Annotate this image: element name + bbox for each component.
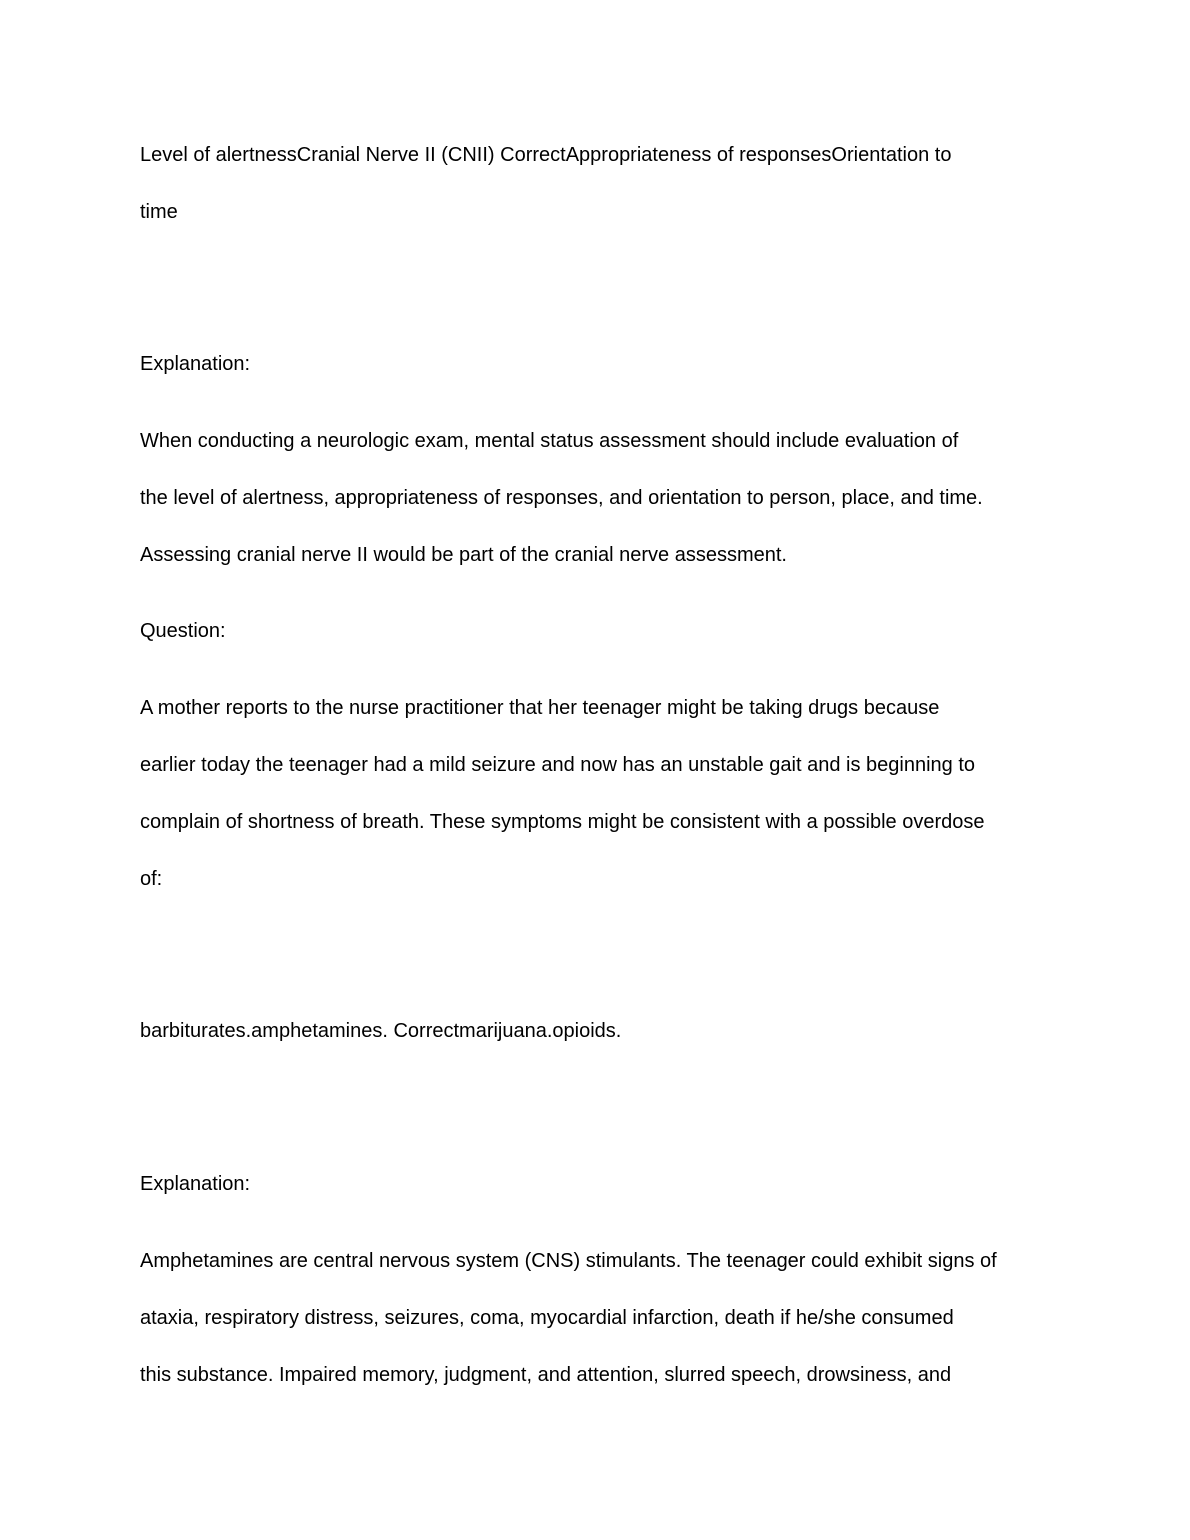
- answer-options-line: barbiturates.amphetamines. Correctmarijuana.opioids.: [140, 1020, 622, 1042]
- explanation-text-line: ataxia, respiratory distress, seizures, coma, myocardial infarction, death if he/she consumed: [140, 1307, 954, 1329]
- question-text-line: A mother reports to the nurse practitioner that her teenager might be taking drugs because: [140, 697, 940, 719]
- explanation-text-line: When conducting a neurologic exam, mental status assessment should include evaluation of: [140, 430, 959, 452]
- answer-options-line: Level of alertnessCranial Nerve II (CNII) CorrectAppropriateness of responsesOrientation to: [140, 144, 952, 166]
- explanation-label: Explanation:: [140, 353, 251, 375]
- explanation-label: Explanation:: [140, 1173, 251, 1195]
- answer-options-line: time: [140, 201, 178, 223]
- question-text-line: complain of shortness of breath. These symptoms might be consistent with a possible overdose: [140, 811, 985, 833]
- explanation-text-line: this substance. Impaired memory, judgment, and attention, slurred speech, drowsiness, and: [140, 1364, 952, 1386]
- explanation-text-line: Amphetamines are central nervous system (CNS) stimulants. The teenager could exhibit signs of: [140, 1250, 997, 1272]
- question-text-line: of:: [140, 868, 163, 890]
- explanation-text-line: Assessing cranial nerve II would be part of the cranial nerve assessment.: [140, 544, 787, 566]
- explanation-text-line: the level of alertness, appropriateness of responses, and orientation to person, place, and time.: [140, 487, 983, 509]
- question-text-line: earlier today the teenager had a mild seizure and now has an unstable gait and is beginning to: [140, 754, 976, 776]
- question-label: Question:: [140, 620, 226, 642]
